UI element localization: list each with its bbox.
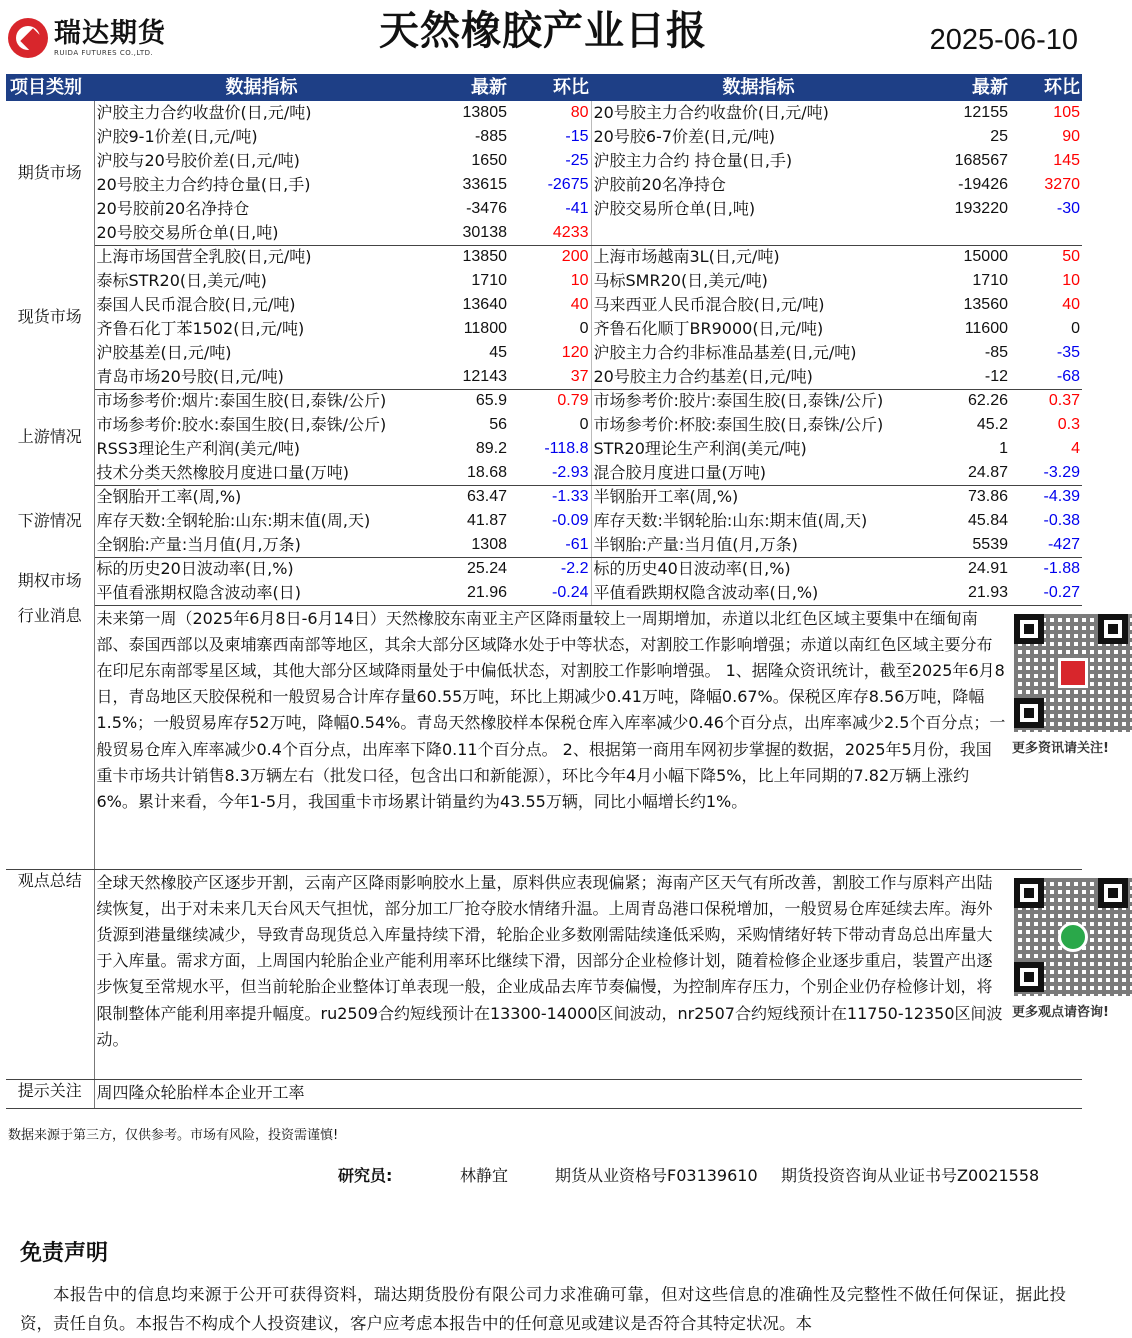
change-value: 40	[509, 293, 591, 317]
indicator-name: 库存天数:全钢轮胎:山东:期末值(周,天)	[96, 511, 371, 530]
latest-value: 1650	[471, 152, 507, 169]
change-value: 10	[1062, 272, 1080, 289]
report-title: 天然橡胶产业日报	[379, 8, 707, 54]
indicator-name: 市场参考价:胶片:泰国生胶(日,泰铢/公斤)	[593, 391, 884, 411]
consult-number: 期货投资咨询从业证书号Z0021558	[781, 1166, 1040, 1185]
header-category: 项目类别	[6, 74, 94, 101]
indicator-name: 20号胶主力合约收盘价(日,元/吨)	[593, 103, 829, 122]
tip-row	[6, 1079, 1082, 1108]
indicator-name: 齐鲁石化丁苯1502(日,元/吨)	[96, 319, 305, 338]
indicator-name: 全钢胎:产量:当月值(月,万条)	[94, 533, 429, 557]
qr-code-icon[interactable]	[1012, 612, 1130, 730]
latest-value: 5539	[926, 533, 1010, 557]
category-cell: 期货市场	[6, 101, 94, 245]
table-row	[6, 341, 1082, 365]
view-row	[6, 869, 1082, 1079]
indicator-name: 库存天数:半钢轮胎:山东:期末值(周,天)	[593, 511, 868, 530]
latest-value: 13640	[462, 296, 507, 313]
latest-value: 21.96	[429, 581, 509, 605]
indicator-name: 泰标STR20(日,美元/吨)	[96, 271, 267, 290]
latest-value: 12155	[963, 104, 1008, 121]
indicator-name: 标的历史40日波动率(日,%)	[593, 559, 791, 579]
change-value: 10	[509, 269, 591, 293]
change-value: -15	[509, 125, 591, 149]
indicator-name: 马标SMR20(日,美元/吨)	[593, 271, 768, 290]
latest-value: -3476	[466, 200, 507, 217]
news-row	[6, 605, 1082, 869]
indicator-name: 沪胶主力合约收盘价(日,元/吨)	[96, 103, 312, 122]
header-latest: 最新	[429, 74, 509, 101]
disclaimer-title: 免责声明	[20, 1241, 109, 1266]
indicator-name: 混合胶月度进口量(万吨)	[591, 461, 926, 485]
indicator-name: 沪胶9-1价差(日,元/吨)	[96, 127, 258, 146]
latest-value: 25	[990, 128, 1008, 145]
table-row	[6, 509, 1082, 533]
latest-value: 24.91	[967, 560, 1008, 578]
latest-value: 25.24	[466, 560, 507, 578]
change-value: -1.33	[509, 485, 591, 509]
change-value	[1010, 221, 1082, 245]
qr-cell	[1010, 605, 1109, 869]
data-table	[6, 74, 1109, 1109]
qr-cell	[1010, 869, 1109, 1079]
indicator-name: 沪胶与20号胶价差(日,元/吨)	[96, 151, 300, 170]
table-row	[6, 293, 1082, 317]
news-text: 未来第一周（2025年6月8日-6月14日）天然橡胶东南亚主产区降雨量较上一周期增加，赤道以北红色区域主要集中在缅甸南部、泰国西部以及柬埔寨西南部等地区，其余大部分区域降水处于中等状态，对割胶工作影响增强；赤道以南红色区域主要分布在印尼东南部零星区域，其他大部分区域降雨量处于中偏低状态，对割胶工作影响增强。 1、据隆众资讯统计，截至2025年6月8日，青岛地区天胶保税和一般贸易合计库存量60.55万吨，环比上期减少0.41万吨，降幅0.67%。保税区库存8.56万吨，降幅1.5%；一般贸易库存52万吨，降幅0.54%。青岛天然橡胶样本保税仓库入库率减少0.46个百分点，出库率减少2.5个百分点；一般贸易仓库入库率减少0.4个百分点，出库率下降0.11个百分点。 2、根据第一商用车网初步掌握的数据，2025年5月份，我国重卡市场共计销售8.3万辆左右（批发口径，包含出口和新能源），环比今年4月小幅下降5%，比上年同期的7.82万辆上涨约6%。累计来看，今年1-5月，我国重卡市场累计销量约为43.55万辆，同比小幅增长约1%。	[94, 605, 1010, 869]
indicator-name: 上海市场国营全乳胶(日,元/吨)	[96, 247, 312, 267]
latest-value: 13560	[963, 296, 1008, 313]
indicator-name: 市场参考价:烟片:泰国生胶(日,泰铢/公斤)	[96, 391, 387, 411]
qualification-number: 期货从业资格号F03139610	[555, 1166, 758, 1185]
change-value: -3.29	[1010, 461, 1082, 485]
latest-value: 13850	[462, 248, 507, 266]
table-row	[6, 317, 1082, 341]
table-row	[6, 413, 1082, 437]
change-value: -61	[509, 533, 591, 557]
indicator-name: 20号胶6-7价差(日,元/吨)	[593, 127, 775, 146]
category-cell: 观点总结	[6, 869, 94, 1079]
latest-value: 11600	[964, 320, 1008, 337]
indicator-name: 市场参考价:杯胶:泰国生胶(日,泰铢/公斤)	[593, 415, 884, 434]
latest-value: 12143	[429, 365, 509, 389]
indicator-name: 20号胶主力合约基差(日,元/吨)	[591, 365, 926, 389]
change-value: 0.37	[1048, 392, 1080, 410]
table-row	[6, 533, 1082, 557]
view-text: 全球天然橡胶产区逐步开割，云南产区降雨影响胶水上量，原料供应表现偏紧；海南产区天气有所改善，割胶工作与原料产出陆续恢复，出于对未来几天台风天气担忧，部分加工厂抢夺胶水情绪升温。上周青岛港口保税增加，一般贸易仓库延续去库。海外货源到港量继续减少，导致青岛现货总入库量持续下滑，轮胎企业多数刚需陆续逢低采购，采购情绪好转下带动青岛总出库量大于入库量。需求方面，上周国内轮胎企业产能利用率环比继续下滑，因部分企业检修计划，随着检修企业逐步重启，装置产出逐步恢复至常规水平，但当前轮胎企业整体订单表现一般，企业成品去库节奏偏慢，为控制库存压力，个别企业仍存检修计划，将限制整体产能利用率提升幅度。ru2509合约短线预计在13300-14000区间波动，nr2507合约短线预计在11750-12350区间波动。	[94, 869, 1010, 1079]
indicator-name: 沪胶主力合约非标准品基差(日,元/吨)	[593, 343, 857, 362]
change-value: -25	[509, 149, 591, 173]
table-row	[6, 485, 1082, 509]
change-value: 0.3	[1057, 416, 1080, 433]
indicator-name: 沪胶基差(日,元/吨)	[96, 343, 232, 362]
latest-value: 45.2	[976, 416, 1008, 433]
indicator-name: 20号胶主力合约持仓量(日,手)	[96, 175, 311, 194]
table-row	[6, 389, 1082, 413]
latest-value: 1710	[471, 272, 507, 289]
category-cell: 行业消息	[6, 605, 94, 869]
header-indicator-2: 数据指标	[591, 74, 926, 101]
indicator-name: 技术分类天然橡胶月度进口量(万吨)	[94, 461, 429, 485]
table-row	[6, 149, 1082, 173]
logo-cn: 瑞达期货	[54, 18, 166, 49]
latest-value: 1	[999, 440, 1008, 457]
latest-value: -885	[474, 128, 507, 145]
qr-caption: 更多资讯请关注!	[1012, 740, 1109, 756]
change-value: 120	[509, 341, 591, 365]
latest-value: 193220	[954, 200, 1008, 217]
latest-value: 13805	[462, 104, 507, 121]
latest-value: 45	[489, 344, 507, 361]
change-value: -2.93	[509, 461, 591, 485]
indicator-name: 沪胶前20名净持仓	[593, 175, 726, 194]
indicator-name: 沪胶交易所仓单(日,吨)	[593, 199, 756, 218]
change-value: -68	[1010, 365, 1082, 389]
category-cell: 提示关注	[6, 1079, 94, 1108]
change-value: 80	[509, 101, 591, 125]
header-change-2: 环比	[1010, 74, 1082, 101]
table-row	[6, 221, 1082, 245]
latest-value: 62.26	[967, 392, 1008, 410]
indicator-name: 标的历史20日波动率(日,%)	[96, 559, 294, 579]
latest-value: 41.87	[466, 512, 507, 529]
change-value: -2.2	[509, 557, 591, 581]
indicator-name: 20号胶交易所仓单(日,吨)	[94, 221, 429, 245]
table-row	[6, 269, 1082, 293]
change-value: -30	[1056, 200, 1080, 217]
change-value: 0	[509, 413, 591, 437]
change-value: 0	[1071, 320, 1080, 337]
indicator-name: 半钢胎:产量:当月值(月,万条)	[591, 533, 926, 557]
indicator-name: 上海市场越南3L(日,元/吨)	[593, 247, 780, 267]
table-row	[6, 581, 1082, 605]
disclaimer-text: 本报告中的信息均来源于公开可获得资料，瑞达期货股份有限公司力求准确可靠，但对这些信息的准确性及完整性不做任何保证，据此投资，责任自负。本报告不构成个人投资建议，客户应考虑本报告中的任何意见或建议是否符合其特定状况。本	[20, 1285, 1066, 1333]
qr-code-icon[interactable]	[1012, 876, 1130, 994]
change-value: 0	[509, 317, 591, 341]
indicator-name: 泰国人民币混合胶(日,元/吨)	[96, 295, 296, 314]
change-value: 0.79	[509, 389, 591, 413]
latest-value: 45.84	[967, 512, 1008, 529]
indicator-name: 马来西亚人民币混合胶(日,元/吨)	[593, 295, 825, 314]
change-value: 145	[1053, 152, 1080, 169]
latest-value: 33615	[462, 176, 507, 193]
table-row	[6, 125, 1082, 149]
change-value: 50	[1062, 248, 1080, 266]
latest-value: 56	[489, 416, 507, 433]
researcher-name: 林静宜	[460, 1166, 509, 1185]
change-value: 40	[1062, 296, 1080, 313]
indicator-name: 青岛市场20号胶(日,元/吨)	[94, 365, 429, 389]
latest-value: 89.2	[475, 440, 507, 457]
change-value: 3270	[1044, 176, 1080, 193]
change-value: 200	[509, 245, 591, 269]
latest-value: 11800	[463, 320, 507, 337]
table-header-row	[6, 74, 1082, 101]
change-value: -118.8	[509, 437, 591, 461]
table-row	[6, 197, 1082, 221]
latest-value: 1308	[429, 533, 509, 557]
header-latest-2: 最新	[926, 74, 1010, 101]
category-cell: 下游情况	[6, 485, 94, 557]
indicator-name: 半钢胎开工率(周,%)	[593, 487, 739, 507]
indicator-name: 沪胶主力合约 持仓量(日,手)	[593, 151, 793, 170]
latest-value: -85	[984, 344, 1008, 361]
change-value: -4.39	[1043, 488, 1080, 506]
change-value: -0.27	[1010, 581, 1082, 605]
tip-text: 周四隆众轮胎样本企业开工率	[94, 1079, 1082, 1108]
change-value: -427	[1010, 533, 1082, 557]
change-value: 4	[1071, 440, 1080, 457]
category-cell: 现货市场	[6, 245, 94, 389]
indicator-name: 齐鲁石化顺丁BR9000(日,元/吨)	[593, 319, 824, 338]
category-cell: 上游情况	[6, 389, 94, 485]
table-row	[6, 437, 1082, 461]
change-value: -41	[509, 197, 591, 221]
latest-value: 63.47	[466, 488, 507, 506]
latest-value: 18.68	[429, 461, 509, 485]
table-body	[6, 101, 1109, 1108]
researcher-label: 研究员:	[338, 1166, 393, 1185]
indicator-name	[591, 221, 926, 245]
latest-value: 30138	[429, 221, 509, 245]
latest-value: 21.93	[926, 581, 1010, 605]
table-row	[6, 173, 1082, 197]
qr-caption: 更多观点请咨询!	[1012, 1004, 1109, 1020]
latest-value: 73.86	[967, 488, 1008, 506]
latest-value: 65.9	[475, 392, 507, 410]
indicator-name: 市场参考价:胶水:泰国生胶(日,泰铢/公斤)	[96, 415, 387, 434]
change-value: -1.88	[1043, 560, 1080, 578]
latest-value: 24.87	[926, 461, 1010, 485]
table-row	[6, 101, 1082, 125]
report-header	[0, 0, 1086, 70]
change-value: -0.24	[509, 581, 591, 605]
header-change: 环比	[509, 74, 591, 101]
table-row	[6, 245, 1082, 269]
table-row	[6, 557, 1082, 581]
indicator-name: STR20理论生产利润(美元/吨)	[593, 439, 807, 458]
indicator-name: 平值看涨期权隐含波动率(日)	[94, 581, 429, 605]
change-value: -0.09	[509, 509, 591, 533]
data-source-note: 数据来源于第三方，仅供参考。市场有风险，投资需谨慎!	[8, 1128, 339, 1143]
change-value: -35	[1056, 344, 1080, 361]
indicator-name: 20号胶前20名净持仓	[96, 199, 250, 218]
category-cell: 期权市场	[6, 557, 94, 605]
change-value: 90	[1062, 128, 1080, 145]
latest-value: 15000	[963, 248, 1008, 266]
table-row	[6, 365, 1082, 389]
change-value: -2675	[509, 173, 591, 197]
change-value: 37	[509, 365, 591, 389]
table-row	[6, 461, 1082, 485]
latest-value	[926, 221, 1010, 245]
report-date: 2025-06-10	[929, 24, 1078, 56]
change-value: -0.38	[1043, 512, 1080, 529]
latest-value: -12	[926, 365, 1010, 389]
indicator-name: 全钢胎开工率(周,%)	[96, 487, 242, 507]
logo-en: RUIDA FUTURES CO.,LTD.	[54, 49, 154, 57]
latest-value: 1710	[972, 272, 1008, 289]
indicator-name: RSS3理论生产利润(美元/吨)	[96, 439, 300, 458]
change-value: 105	[1053, 104, 1080, 121]
indicator-name: 平值看跌期权隐含波动率(日,%)	[591, 581, 926, 605]
header-indicator: 数据指标	[94, 74, 429, 101]
latest-value: -19426	[958, 176, 1008, 193]
latest-value: 168567	[954, 152, 1008, 169]
change-value: 4233	[509, 221, 591, 245]
